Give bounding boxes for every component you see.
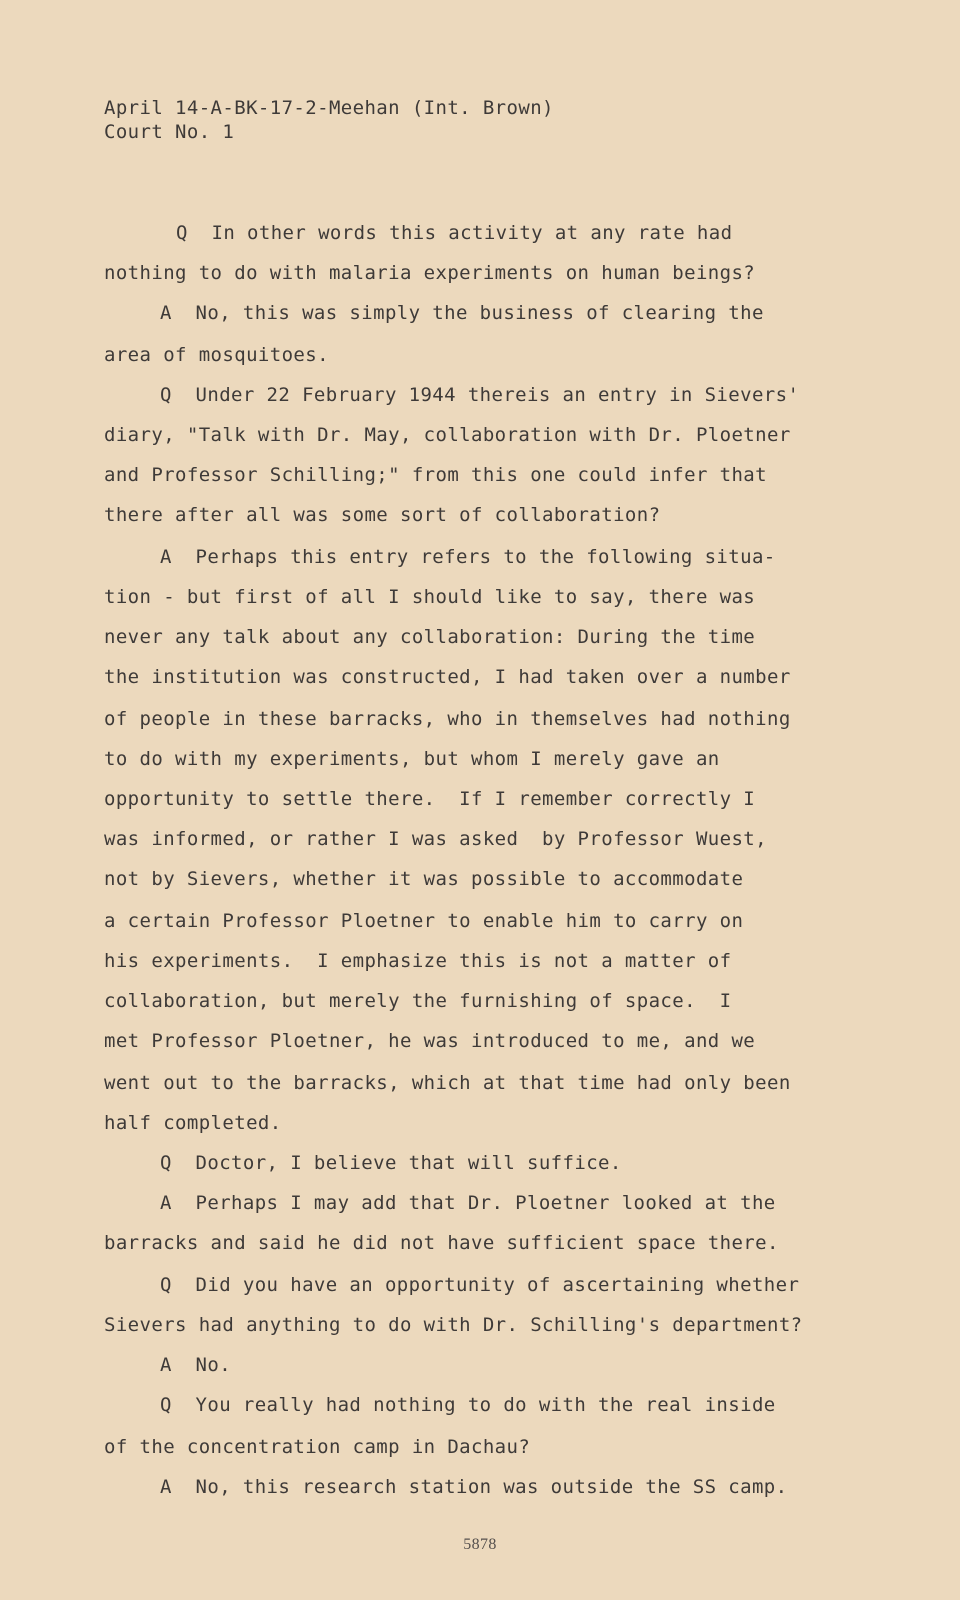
body-line: nothing to do with malaria experiments on human beings?	[104, 262, 756, 284]
body-line: A Perhaps this entry refers to the following situa-	[160, 546, 776, 568]
body-line: the institution was constructed, I had taken over a number	[104, 666, 791, 688]
header-line-1: April 14-A-BK-17-2-Meehan (Int. Brown)	[104, 97, 554, 119]
body-line: and Professor Schilling;" from this one could infer that	[104, 464, 767, 486]
document-header	[104, 96, 554, 144]
body-line: A No, this research station was outside the SS camp.	[160, 1476, 788, 1498]
body-line: a certain Professor Ploetner to enable him to carry on	[104, 910, 744, 932]
body-line: Q In other words this activity at any rate had	[176, 222, 733, 244]
body-line: not by Sievers, whether it was possible to accommodate	[104, 868, 744, 890]
body-line: Q Under 22 February 1944 thereis an entry in Sievers'	[160, 384, 800, 406]
body-line: collaboration, but merely the furnishing of space. I	[104, 990, 732, 1012]
body-line: diary, "Talk with Dr. May, collaboration with Dr. Ploetner	[104, 424, 791, 446]
body-line: opportunity to settle there. If I remember correctly I	[104, 788, 756, 810]
body-line: A No, this was simply the business of clearing the	[160, 302, 764, 324]
body-line: of people in these barracks, who in themselves had nothing	[104, 708, 791, 730]
body-line: was informed, or rather I was asked by Professor Wuest,	[104, 828, 767, 850]
body-line: Q Doctor, I believe that will suffice.	[160, 1152, 622, 1174]
body-line: A Perhaps I may add that Dr. Ploetner looked at the	[160, 1192, 776, 1214]
body-line: Q Did you have an opportunity of ascertaining whether	[160, 1274, 800, 1296]
body-line: Sievers had anything to do with Dr. Schilling's department?	[104, 1314, 803, 1336]
body-line: of the concentration camp in Dachau?	[104, 1436, 531, 1458]
body-line: to do with my experiments, but whom I merely gave an	[104, 748, 720, 770]
body-line: area of mosquitoes.	[104, 344, 329, 366]
body-line: tion - but first of all I should like to say, there was	[104, 586, 756, 608]
body-line: never any talk about any collaboration: During the time	[104, 626, 756, 648]
body-line: barracks and said he did not have sufficient space there.	[104, 1232, 779, 1254]
page-number: 5878	[463, 1536, 497, 1553]
body-line: half completed.	[104, 1112, 282, 1134]
header-line-2: Court No. 1	[104, 121, 235, 143]
body-line: A No.	[160, 1354, 232, 1376]
body-line: there after all was some sort of collaboration?	[104, 504, 661, 526]
body-line: met Professor Ploetner, he was introduced to me, and we	[104, 1030, 756, 1052]
body-line: his experiments. I emphasize this is not a matter of	[104, 950, 732, 972]
body-line: Q You really had nothing to do with the real inside	[160, 1394, 776, 1416]
body-line: went out to the barracks, which at that time had only been	[104, 1072, 791, 1094]
